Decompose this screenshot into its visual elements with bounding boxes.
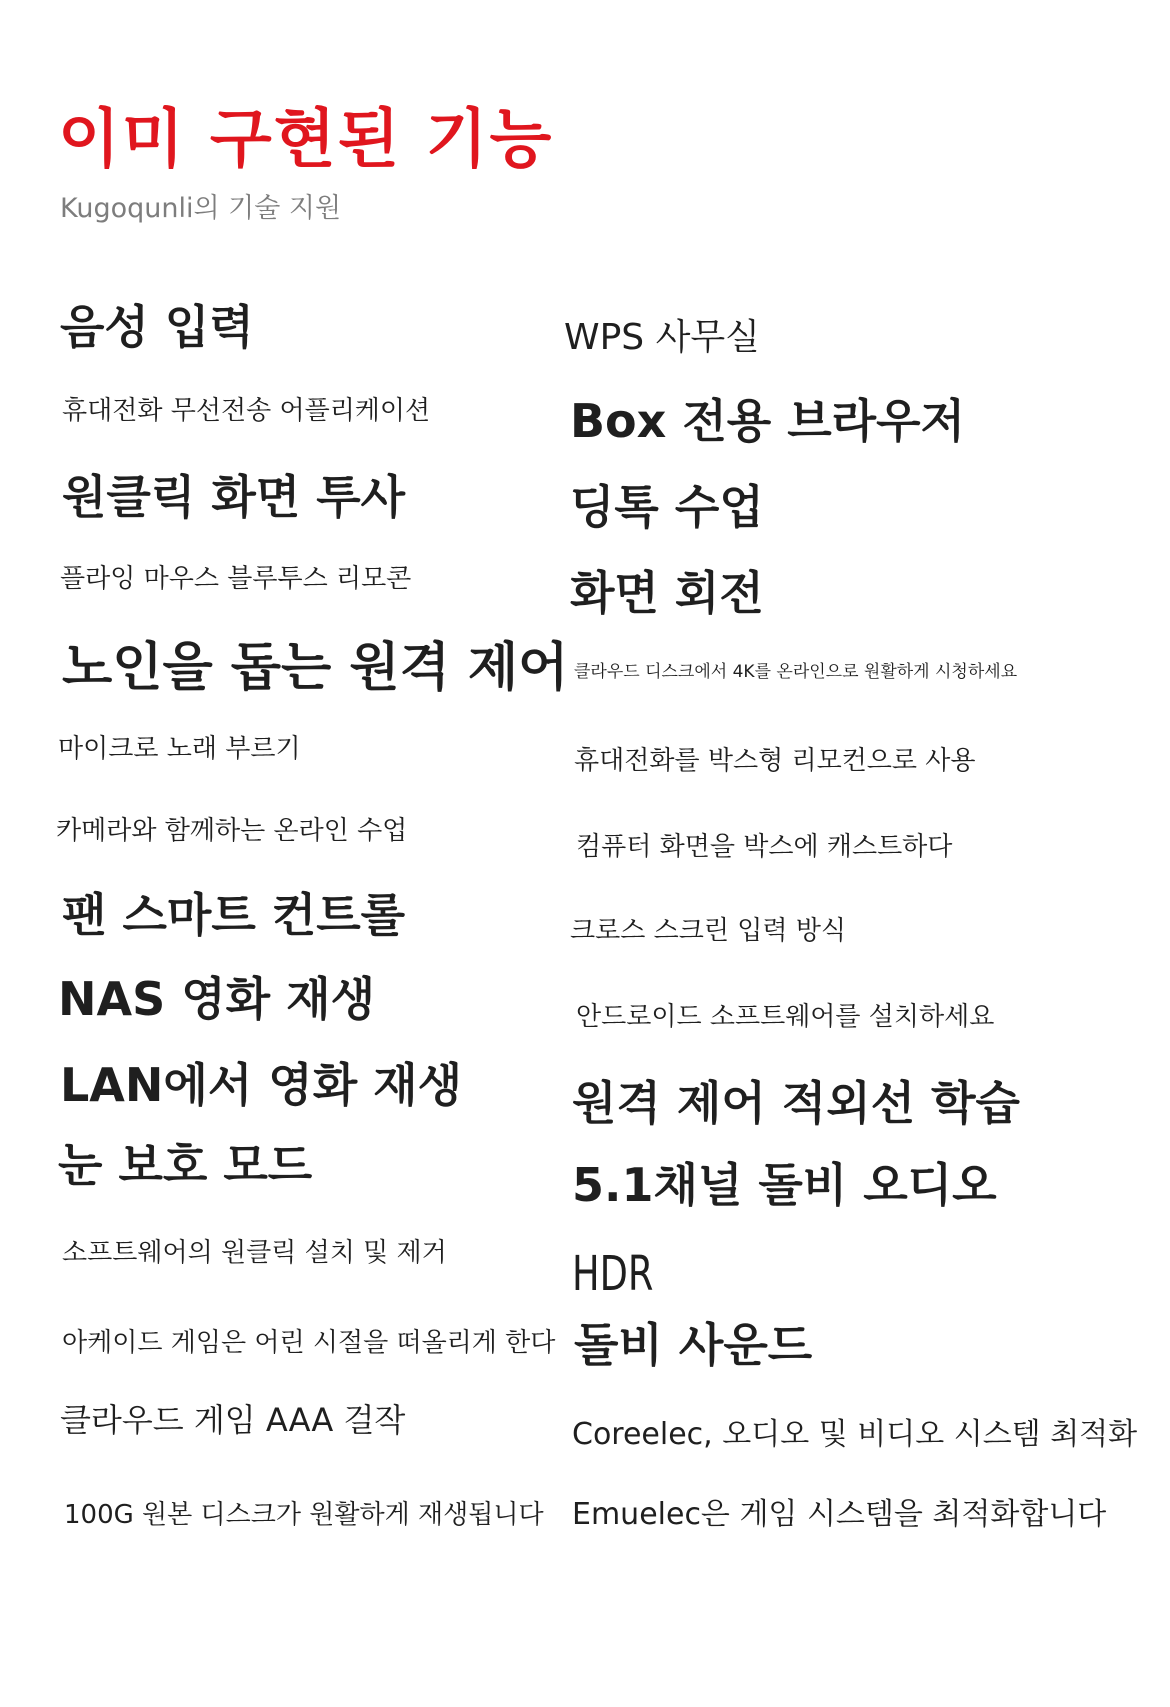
feature-cross-screen-input: 크로스 스크린 입력 방식: [570, 916, 846, 946]
feature-install-android: 안드로이드 소프트웨어를 설치하세요: [576, 1002, 995, 1032]
feature-dolby-sound: 돌비 사운드: [574, 1318, 813, 1372]
feature-box-browser: Box 전용 브라우저: [570, 394, 965, 448]
feature-nas-movie: NAS 영화 재생: [58, 972, 376, 1026]
feature-microphone-karaoke: 마이크로 노래 부르기: [58, 734, 301, 764]
feature-eye-protection: 눈 보호 모드: [58, 1138, 313, 1192]
feature-one-click-install: 소프트웨어의 원클릭 설치 및 제거: [62, 1238, 447, 1268]
feature-arcade-games: 아케이드 게임은 어린 시절을 떠올리게 한다: [62, 1328, 556, 1358]
feature-dolby-51: 5.1채널 돌비 오디오: [572, 1158, 997, 1212]
feature-wps-office: WPS 사무실: [564, 317, 760, 358]
feature-coreelec: Coreelec, 오디오 및 비디오 시스템 최적화: [572, 1417, 1138, 1452]
feature-ir-learning: 원격 제어 적외선 학습: [572, 1076, 1020, 1130]
feature-emuelec: Emuelec은 게임 시스템을 최적화합니다: [572, 1497, 1107, 1532]
feature-dingtalk-class: 딩톡 수업: [570, 480, 764, 534]
feature-camera-online-class: 카메라와 함께하는 온라인 수업: [56, 816, 408, 846]
feature-cloud-disk-4k: 클라우드 디스크에서 4K를 온라인으로 원활하게 시청하세요: [574, 662, 1018, 682]
feature-air-mouse-remote: 플라잉 마우스 블루투스 리모콘: [60, 564, 412, 594]
feature-voice-input: 음성 입력: [60, 300, 254, 354]
feature-fan-smart-control: 팬 스마트 컨트롤: [62, 888, 406, 942]
feature-phone-as-remote: 휴대전화를 박스형 리모컨으로 사용: [574, 746, 976, 776]
feature-screen-rotation: 화면 회전: [570, 566, 764, 620]
feature-lan-movie: LAN에서 영화 재생: [60, 1058, 463, 1112]
feature-one-click-cast: 원클릭 화면 투사: [62, 470, 406, 524]
feature-pc-cast: 컴퓨터 화면을 박스에 캐스트하다: [576, 832, 953, 862]
feature-phone-wireless-app: 휴대전화 무선전송 어플리케이션: [62, 396, 431, 426]
feature-cloud-games: 클라우드 게임 AAA 걸작: [60, 1401, 406, 1439]
feature-100g-disc: 100G 원본 디스크가 원활하게 재생됩니다: [64, 1500, 544, 1530]
feature-hdr: HDR: [572, 1246, 654, 1302]
feature-remote-help-elderly: 노인을 돕는 원격 제어: [62, 638, 569, 698]
page-subtitle: Kugoqunli의 기술 지원: [60, 193, 342, 224]
page-title: 이미 구현된 기능: [58, 103, 554, 177]
